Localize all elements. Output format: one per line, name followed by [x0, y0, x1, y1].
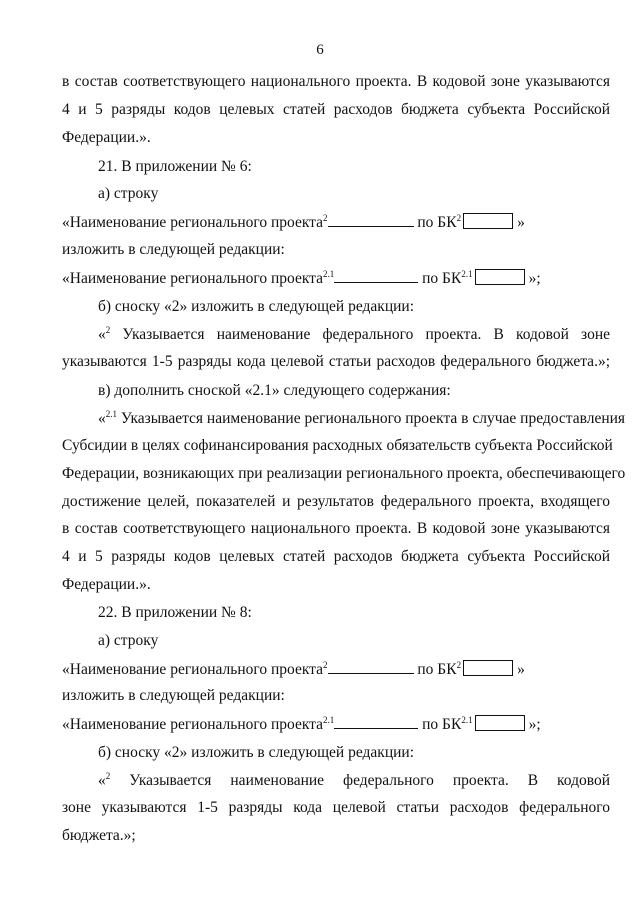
text-line: в состав соответствующего национального проекта. В кодовой зоне указываются [62, 73, 610, 90]
text-line: зоне указываются 1-5 разряды кода целевой статьи расходов федерального [62, 799, 610, 816]
section-heading: 22. В приложении № 8: [98, 604, 252, 621]
text-line: а) строку [98, 185, 159, 202]
footnote-line: «$^2$ Указывается наименование федерального проекта. В кодовой [98, 771, 610, 789]
text-line: достижение целей, показателей и результатов федерального проекта, входящего [62, 493, 610, 510]
text-line: указываются 1-5 разряды кода целевой статьи расходов федерального бюджета.»; [62, 353, 610, 370]
text-line: Федерации, возникающих при реализации регионального проекта, обеспечивающего [62, 465, 626, 482]
text-line: 4 и 5 разряды кодов целевых статей расходов бюджета субъекта Российской [62, 101, 610, 118]
footnote-line: «$^2$ Указывается наименование федерального проекта. В кодовой зоне [98, 325, 610, 343]
text-line: Субсидии в целях софинансирования расходных обязательств субъекта Российской [62, 437, 613, 454]
form-row-old: «Наименование регионального проекта$^2$ по $БК^2$ » [62, 213, 525, 231]
section-heading: 21. В приложении № 6: [98, 158, 252, 175]
blank-line [328, 212, 414, 227]
text-line: Федерации.». [62, 576, 151, 593]
code-box [475, 715, 525, 731]
text-line: в состав соответствующего национального проекта. В кодовой зоне указываются [62, 520, 610, 537]
form-row-old: «Наименование регионального проекта$^2$ по $БК^2$ » [62, 660, 525, 678]
code-box [463, 660, 513, 676]
text-line: изложить в следующей редакции: [62, 241, 285, 258]
text-line: бюджета.»; [62, 827, 136, 844]
blank-line [334, 268, 418, 283]
form-row-new: «Наименование регионального проекта$^{2.1}$ по $БК^{2.1}$ »; [62, 715, 541, 733]
text-line: а) строку [98, 632, 159, 649]
text-line: б) сноску «2» изложить в следующей редакции: [98, 744, 415, 761]
blank-line [328, 659, 414, 674]
text-line: 4 и 5 разряды кодов целевых статей расходов бюджета субъекта Российской [62, 548, 610, 565]
text-line: Федерации.». [62, 129, 151, 146]
footnote-line: «$^{2.1}$ Указывается наименование регионального проекта в случае предоставления [98, 409, 626, 427]
form-row-new: «Наименование регионального проекта$^{2.1}$ по $БК^{2.1}$ »; [62, 269, 541, 287]
code-box [463, 213, 513, 229]
text-line: в) дополнить сноской «2.1» следующего содержания: [98, 382, 451, 399]
code-box [475, 269, 525, 285]
text-line: б) сноску «2» изложить в следующей редакции: [98, 298, 415, 315]
page-number: 6 [316, 42, 324, 58]
blank-line [334, 714, 418, 729]
text-line: изложить в следующей редакции: [62, 687, 285, 704]
